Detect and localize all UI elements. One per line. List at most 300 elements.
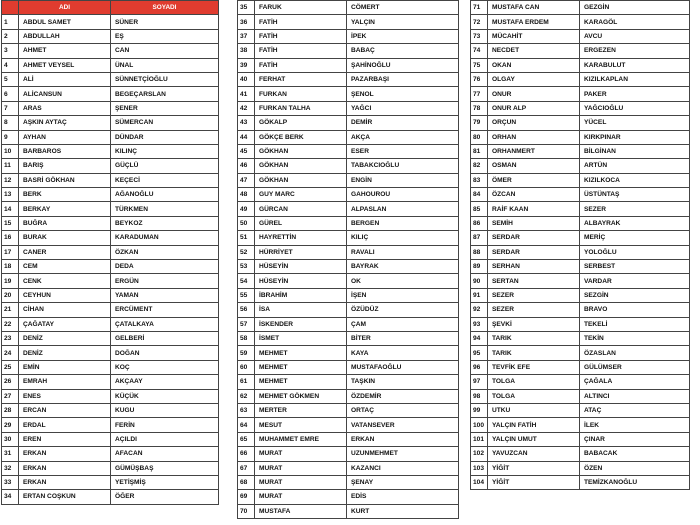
- last-name: BEYKOZ: [111, 216, 219, 230]
- row-number: 96: [471, 360, 488, 374]
- row-number: 104: [471, 475, 488, 489]
- last-name: FERİN: [111, 418, 219, 432]
- last-name: BİLGİNAN: [580, 144, 690, 158]
- first-name: CİHAN: [19, 303, 111, 317]
- first-name: BURAK: [19, 231, 111, 245]
- row-number: 35: [238, 1, 255, 15]
- first-name: FATİH: [255, 58, 347, 72]
- last-name: EDİS: [347, 490, 459, 504]
- last-name: CÖMERT: [347, 1, 459, 15]
- row-number: 99: [471, 403, 488, 417]
- first-name: TOLGA: [488, 389, 580, 403]
- last-name: KEÇECİ: [111, 173, 219, 187]
- last-name: ENGİN: [347, 173, 459, 187]
- last-name: AKÇAAY: [111, 375, 219, 389]
- table-row: [471, 202, 690, 216]
- first-name: İSA: [255, 303, 347, 317]
- last-name: İLEK: [580, 418, 690, 432]
- last-name: GELBERİ: [111, 331, 219, 345]
- row-number: 3: [2, 44, 19, 58]
- row-number: 58: [238, 331, 255, 345]
- roster-table-3: [470, 0, 690, 490]
- first-name: YALÇIN FATİH: [488, 418, 580, 432]
- last-name: GÜLÜMSER: [580, 360, 690, 374]
- row-number: 88: [471, 245, 488, 259]
- first-name: BARIŞ: [19, 159, 111, 173]
- last-name: GAHOUROU: [347, 188, 459, 202]
- first-name: NECDET: [488, 44, 580, 58]
- table-row: [238, 375, 459, 389]
- last-name: ÇATALKAYA: [111, 317, 219, 331]
- table-row: [2, 72, 219, 86]
- row-number: 20: [2, 288, 19, 302]
- row-number: 45: [238, 144, 255, 158]
- first-name: AŞKIN AYTAÇ: [19, 116, 111, 130]
- row-number: 59: [238, 346, 255, 360]
- table-row: [2, 173, 219, 187]
- last-name: PAZARBAŞI: [347, 72, 459, 86]
- row-number: 22: [2, 317, 19, 331]
- first-name: TARIK: [488, 346, 580, 360]
- table-row: [471, 447, 690, 461]
- first-name: MERTER: [255, 403, 347, 417]
- first-name: OSMAN: [488, 159, 580, 173]
- table-row: [2, 116, 219, 130]
- first-name: OKAN: [488, 58, 580, 72]
- row-number: 75: [471, 58, 488, 72]
- last-name: GÜÇLÜ: [111, 159, 219, 173]
- table-row: [2, 403, 219, 417]
- last-name: GÜMÜŞBAŞ: [111, 461, 219, 475]
- table-row: [238, 331, 459, 345]
- first-name: YİĞİT: [488, 461, 580, 475]
- first-name: ERKAN: [19, 475, 111, 489]
- row-number: 61: [238, 375, 255, 389]
- roster-table-1: [1, 0, 219, 505]
- last-name: İPEK: [347, 29, 459, 43]
- row-number: 69: [238, 490, 255, 504]
- table-row: [238, 432, 459, 446]
- table-row: [238, 475, 459, 489]
- last-name: ERCÜMENT: [111, 303, 219, 317]
- last-name: OK: [347, 274, 459, 288]
- last-name: KARABULUT: [580, 58, 690, 72]
- first-name: BARBAROS: [19, 144, 111, 158]
- last-name: ÖĞER: [111, 490, 219, 504]
- table-row: [238, 144, 459, 158]
- first-name: ERKAN: [19, 447, 111, 461]
- table-row: [2, 144, 219, 158]
- first-name: CENK: [19, 274, 111, 288]
- first-name: MURAT: [255, 475, 347, 489]
- row-number: 72: [471, 15, 488, 29]
- table-row: [238, 403, 459, 417]
- table-row: [238, 274, 459, 288]
- first-name: BUĞRA: [19, 216, 111, 230]
- first-name: FATİH: [255, 29, 347, 43]
- last-name: YOLOĞLU: [580, 245, 690, 259]
- first-name: BERKAY: [19, 202, 111, 216]
- last-name: TEKİN: [580, 331, 690, 345]
- last-name: ÜNAL: [111, 58, 219, 72]
- table-row: [2, 331, 219, 345]
- row-number: 63: [238, 403, 255, 417]
- table-row: [238, 216, 459, 230]
- last-name: TEMİZKANOĞLU: [580, 475, 690, 489]
- row-number: 52: [238, 245, 255, 259]
- first-name: AHMET VEYSEL: [19, 58, 111, 72]
- table-row: [238, 317, 459, 331]
- table-row: [471, 245, 690, 259]
- first-name: ERKAN: [19, 461, 111, 475]
- last-name: KIRKPINAR: [580, 130, 690, 144]
- last-name: SEZER: [580, 202, 690, 216]
- table-row: [2, 58, 219, 72]
- last-name: TÜRKMEN: [111, 202, 219, 216]
- table-row: [2, 245, 219, 259]
- table-row: [471, 130, 690, 144]
- row-number: 5: [2, 72, 19, 86]
- first-name: MURAT: [255, 490, 347, 504]
- row-number: 62: [238, 389, 255, 403]
- first-name: SERHAN: [488, 260, 580, 274]
- last-name: BEGEÇARSLAN: [111, 87, 219, 101]
- table-row: [471, 260, 690, 274]
- row-number: 42: [238, 101, 255, 115]
- last-name: EŞ: [111, 29, 219, 43]
- row-number: 82: [471, 159, 488, 173]
- first-name: ONUR: [488, 87, 580, 101]
- first-name: TEVFİK EFE: [488, 360, 580, 374]
- last-name: MUSTAFAOĞLU: [347, 360, 459, 374]
- row-number: 41: [238, 87, 255, 101]
- row-number: 85: [471, 202, 488, 216]
- row-number: 95: [471, 346, 488, 360]
- first-name: İSMET: [255, 331, 347, 345]
- last-name: AĞANOĞLU: [111, 188, 219, 202]
- last-name: DOĞAN: [111, 346, 219, 360]
- row-number: 7: [2, 101, 19, 115]
- first-name: ALİCANSUN: [19, 87, 111, 101]
- table-row: [471, 1, 690, 15]
- table-row: [238, 389, 459, 403]
- row-number: 93: [471, 317, 488, 331]
- first-name: GÖKALP: [255, 116, 347, 130]
- table-row: [471, 475, 690, 489]
- first-name: MUHAMMET EMRE: [255, 432, 347, 446]
- table-row: [471, 44, 690, 58]
- last-name: ALPASLAN: [347, 202, 459, 216]
- last-name: KOÇ: [111, 360, 219, 374]
- first-name: MEHMET: [255, 375, 347, 389]
- first-name: DENİZ: [19, 346, 111, 360]
- row-number: 9: [2, 130, 19, 144]
- row-number: 84: [471, 188, 488, 202]
- table-row: [471, 331, 690, 345]
- first-name: MURAT: [255, 461, 347, 475]
- table-row: [471, 15, 690, 29]
- last-name: KURT: [347, 504, 459, 518]
- first-name: GÜREL: [255, 216, 347, 230]
- table-row: [471, 360, 690, 374]
- row-number: 18: [2, 260, 19, 274]
- table-row: [471, 144, 690, 158]
- table-row: [2, 418, 219, 432]
- last-name: ÖZÜDÜZ: [347, 303, 459, 317]
- first-name: FURKAN TALHA: [255, 101, 347, 115]
- first-name: TOLGA: [488, 375, 580, 389]
- table-row: [471, 231, 690, 245]
- row-number: 53: [238, 260, 255, 274]
- first-name: ONUR ALP: [488, 101, 580, 115]
- row-number: 16: [2, 231, 19, 245]
- last-name: KAZANCI: [347, 461, 459, 475]
- table-row: [471, 303, 690, 317]
- first-name: MEHMET: [255, 346, 347, 360]
- last-name: YETİŞMİŞ: [111, 475, 219, 489]
- last-name: VATANSEVER: [347, 418, 459, 432]
- last-name: KIZILKAPLAN: [580, 72, 690, 86]
- row-number: 37: [238, 29, 255, 43]
- first-name: HÜRRİYET: [255, 245, 347, 259]
- row-number: 70: [238, 504, 255, 518]
- table-row: [238, 461, 459, 475]
- last-name: ARTÜN: [580, 159, 690, 173]
- row-number: 14: [2, 202, 19, 216]
- table-row: [2, 389, 219, 403]
- last-name: VARDAR: [580, 274, 690, 288]
- row-number: 44: [238, 130, 255, 144]
- row-number: 91: [471, 288, 488, 302]
- last-name: SÜMERCAN: [111, 116, 219, 130]
- header-soyad: SOYADI: [111, 1, 219, 15]
- last-name: TAŞKIN: [347, 375, 459, 389]
- row-number: 17: [2, 245, 19, 259]
- row-number: 77: [471, 87, 488, 101]
- table-row: [2, 475, 219, 489]
- table-row: [2, 360, 219, 374]
- row-number: 25: [2, 360, 19, 374]
- row-number: 15: [2, 216, 19, 230]
- table-row: [2, 101, 219, 115]
- last-name: SÜNNETÇİOĞLU: [111, 72, 219, 86]
- first-name: İSKENDER: [255, 317, 347, 331]
- last-name: SÜNER: [111, 15, 219, 29]
- first-name: MURAT: [255, 447, 347, 461]
- first-name: GÖKHAN: [255, 159, 347, 173]
- table-row: [471, 403, 690, 417]
- first-name: OLGAY: [488, 72, 580, 86]
- first-name: YİĞİT: [488, 475, 580, 489]
- table-row: [238, 360, 459, 374]
- first-name: DENİZ: [19, 331, 111, 345]
- table-row: [2, 202, 219, 216]
- last-name: SERBEST: [580, 260, 690, 274]
- table-row: [238, 87, 459, 101]
- table-row: [2, 274, 219, 288]
- table-row: [238, 245, 459, 259]
- first-name: GÖKÇE BERK: [255, 130, 347, 144]
- first-name: ABDUL SAMET: [19, 15, 111, 29]
- last-name: KILINÇ: [111, 144, 219, 158]
- first-name: ORÇUN: [488, 116, 580, 130]
- first-name: CEYHUN: [19, 288, 111, 302]
- row-number: 13: [2, 188, 19, 202]
- last-name: ÖZEN: [580, 461, 690, 475]
- first-name: MUSTAFA ERDEM: [488, 15, 580, 29]
- first-name: SEZER: [488, 288, 580, 302]
- row-number: 4: [2, 58, 19, 72]
- first-name: FURKAN: [255, 87, 347, 101]
- first-name: ORHAN: [488, 130, 580, 144]
- first-name: ENES: [19, 389, 111, 403]
- first-name: İBRAHİM: [255, 288, 347, 302]
- first-name: SEZER: [488, 303, 580, 317]
- row-number: 64: [238, 418, 255, 432]
- last-name: KIZILKOCA: [580, 173, 690, 187]
- last-name: DEDA: [111, 260, 219, 274]
- first-name: GUY MARC: [255, 188, 347, 202]
- last-name: AVCU: [580, 29, 690, 43]
- last-name: ÇINAR: [580, 432, 690, 446]
- row-number: 32: [2, 461, 19, 475]
- table-row: [2, 231, 219, 245]
- last-name: RAVALI: [347, 245, 459, 259]
- last-name: ŞENOL: [347, 87, 459, 101]
- table-row: [471, 317, 690, 331]
- first-name: RAİF KAAN: [488, 202, 580, 216]
- row-number: 6: [2, 87, 19, 101]
- table-row: [471, 87, 690, 101]
- first-name: EMİN: [19, 360, 111, 374]
- first-name: ÖZCAN: [488, 188, 580, 202]
- last-name: ESER: [347, 144, 459, 158]
- first-name: HAYRETTİN: [255, 231, 347, 245]
- row-number: 48: [238, 188, 255, 202]
- row-number: 90: [471, 274, 488, 288]
- last-name: YAĞCI: [347, 101, 459, 115]
- last-name: BABACAK: [580, 447, 690, 461]
- table-row: [2, 375, 219, 389]
- table-row: [238, 44, 459, 58]
- first-name: GÖKHAN: [255, 144, 347, 158]
- row-number: 23: [2, 331, 19, 345]
- row-number: 19: [2, 274, 19, 288]
- last-name: ORTAÇ: [347, 403, 459, 417]
- row-number: 66: [238, 447, 255, 461]
- table-row: [2, 260, 219, 274]
- table-row: [471, 375, 690, 389]
- row-number: 92: [471, 303, 488, 317]
- row-number: 50: [238, 216, 255, 230]
- last-name: KUGU: [111, 403, 219, 417]
- table-row: [238, 1, 459, 15]
- table-row: [2, 346, 219, 360]
- last-name: BERGEN: [347, 216, 459, 230]
- last-name: ÖZDEMİR: [347, 389, 459, 403]
- table-row: [238, 504, 459, 518]
- first-name: ALİ: [19, 72, 111, 86]
- row-number: 34: [2, 490, 19, 504]
- last-name: BAYRAK: [347, 260, 459, 274]
- table-row: [471, 58, 690, 72]
- first-name: EMRAH: [19, 375, 111, 389]
- row-number: 100: [471, 418, 488, 432]
- first-name: ABDULLAH: [19, 29, 111, 43]
- row-number: 79: [471, 116, 488, 130]
- row-number: 67: [238, 461, 255, 475]
- first-name: BASRİ GÖKHAN: [19, 173, 111, 187]
- table-row: [471, 418, 690, 432]
- last-name: ÇAĞALA: [580, 375, 690, 389]
- row-number: 56: [238, 303, 255, 317]
- last-name: KILIÇ: [347, 231, 459, 245]
- row-number: 57: [238, 317, 255, 331]
- last-name: AFACAN: [111, 447, 219, 461]
- table-row: [238, 260, 459, 274]
- row-number: 60: [238, 360, 255, 374]
- table-row: [471, 389, 690, 403]
- row-number: 38: [238, 44, 255, 58]
- row-number: 39: [238, 58, 255, 72]
- first-name: FATİH: [255, 44, 347, 58]
- row-number: 51: [238, 231, 255, 245]
- table-row: [2, 159, 219, 173]
- table-row: [2, 87, 219, 101]
- table-row: [238, 173, 459, 187]
- table-row: [238, 116, 459, 130]
- last-name: AÇILDI: [111, 432, 219, 446]
- table-row: [471, 72, 690, 86]
- first-name: EREN: [19, 432, 111, 446]
- row-number: 102: [471, 447, 488, 461]
- row-number: 55: [238, 288, 255, 302]
- last-name: SEZGİN: [580, 288, 690, 302]
- first-name: FATİH: [255, 15, 347, 29]
- last-name: BİTER: [347, 331, 459, 345]
- last-name: KAYA: [347, 346, 459, 360]
- row-number: 98: [471, 389, 488, 403]
- first-name: SEMİH: [488, 216, 580, 230]
- table-row: [238, 303, 459, 317]
- first-name: UTKU: [488, 403, 580, 417]
- first-name: CANER: [19, 245, 111, 259]
- row-number: 40: [238, 72, 255, 86]
- row-number: 27: [2, 389, 19, 403]
- first-name: ERDAL: [19, 418, 111, 432]
- row-number: 97: [471, 375, 488, 389]
- row-number: 101: [471, 432, 488, 446]
- row-number: 78: [471, 101, 488, 115]
- row-number: 33: [2, 475, 19, 489]
- last-name: ALTINCI: [580, 389, 690, 403]
- table-row: [238, 418, 459, 432]
- table-row: [238, 159, 459, 173]
- last-name: YÜCEL: [580, 116, 690, 130]
- first-name: YALÇIN UMUT: [488, 432, 580, 446]
- first-name: TARIK: [488, 331, 580, 345]
- table-row: [2, 29, 219, 43]
- header-no: [2, 1, 19, 15]
- last-name: TABAKCIOĞLU: [347, 159, 459, 173]
- table-row: [471, 346, 690, 360]
- first-name: MESUT: [255, 418, 347, 432]
- table-row: [471, 116, 690, 130]
- header-ad: ADI: [19, 1, 111, 15]
- first-name: MÜCAHİT: [488, 29, 580, 43]
- table-row: [238, 58, 459, 72]
- table-row: [471, 188, 690, 202]
